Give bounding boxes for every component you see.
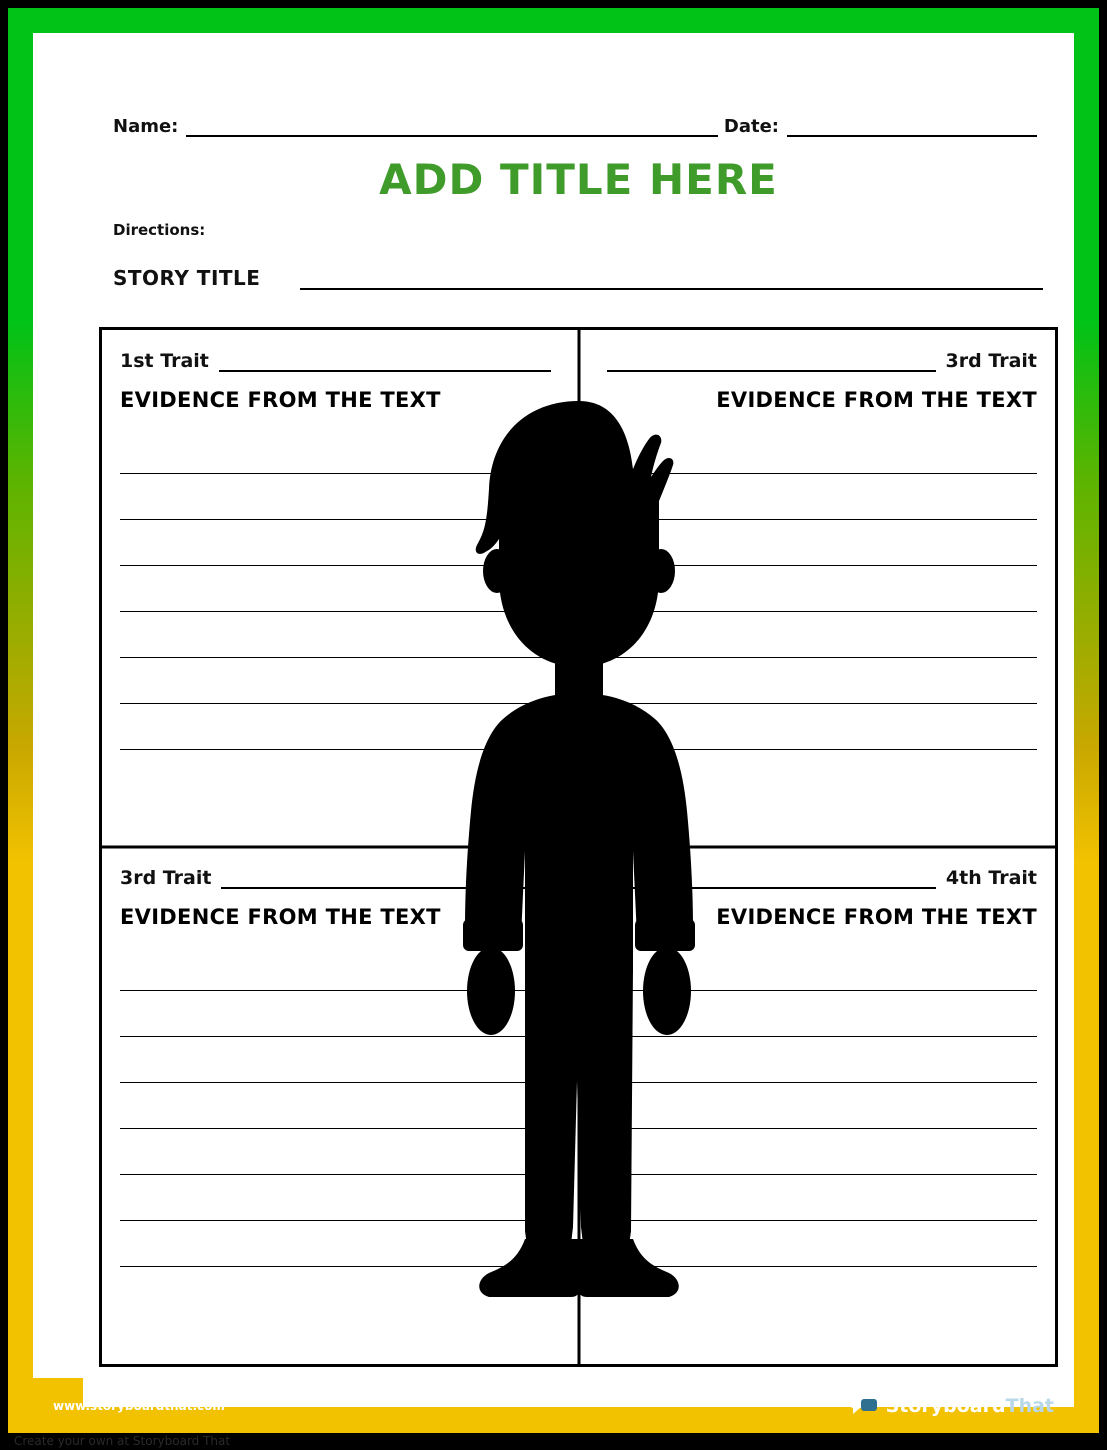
writing-lines[interactable] (120, 945, 561, 1267)
bottom-caption: Create your own at Storyboard That (14, 1434, 231, 1448)
trait-label: 1st Trait (120, 350, 209, 372)
brand-name-first: Storyboard (885, 1394, 1006, 1417)
name-input-line[interactable] (186, 115, 718, 137)
writing-line[interactable] (597, 566, 1038, 612)
footer (33, 1378, 1074, 1433)
writing-lines[interactable] (120, 428, 561, 750)
trait-input-line[interactable] (607, 873, 936, 889)
quadrant-top-left (102, 330, 579, 847)
footer-url[interactable]: www.storyboardthat.com (53, 1398, 225, 1413)
writing-line[interactable] (597, 428, 1038, 474)
date-input-line[interactable] (787, 115, 1037, 137)
page-title[interactable]: ADD TITLE HERE (379, 155, 778, 204)
writing-line[interactable] (120, 945, 561, 991)
writing-lines[interactable] (597, 945, 1038, 1267)
evidence-heading: EVIDENCE FROM THE TEXT (716, 388, 1037, 412)
writing-line[interactable] (120, 1129, 561, 1175)
writing-lines[interactable] (597, 428, 1038, 750)
writing-line[interactable] (597, 474, 1038, 520)
brand-logo (850, 1393, 1054, 1419)
worksheet-sheet (83, 81, 1074, 1407)
evidence-heading: EVIDENCE FROM THE TEXT (716, 905, 1037, 929)
trait-grid (99, 327, 1058, 1367)
quadrant-bottom-right (579, 847, 1056, 1364)
writing-line[interactable] (597, 991, 1038, 1037)
story-title-input-line[interactable] (300, 272, 1043, 290)
story-title-label: STORY TITLE (113, 266, 261, 290)
writing-line[interactable] (597, 1083, 1038, 1129)
trait-label: 3rd Trait (945, 350, 1037, 372)
trait-label: 4th Trait (945, 867, 1037, 889)
trait-row (597, 861, 1038, 889)
writing-line[interactable] (120, 1175, 561, 1221)
trait-row (120, 861, 561, 889)
directions-label: Directions: (113, 221, 206, 239)
story-title-row (113, 266, 1043, 290)
writing-line[interactable] (597, 1175, 1038, 1221)
writing-line[interactable] (120, 428, 561, 474)
writing-line[interactable] (120, 658, 561, 704)
evidence-heading: EVIDENCE FROM THE TEXT (120, 388, 441, 412)
name-label: Name: (113, 116, 179, 137)
trait-input-line[interactable] (221, 873, 550, 889)
trait-row (597, 344, 1038, 372)
writing-line[interactable] (120, 520, 561, 566)
writing-line[interactable] (120, 612, 561, 658)
writing-line[interactable] (597, 1037, 1038, 1083)
writing-line[interactable] (120, 566, 561, 612)
trait-input-line[interactable] (219, 356, 551, 372)
writing-line[interactable] (120, 704, 561, 750)
speech-bubble-icon (850, 1393, 878, 1419)
writing-line[interactable] (597, 704, 1038, 750)
brand-name-second: That (1005, 1394, 1054, 1417)
evidence-heading: EVIDENCE FROM THE TEXT (120, 905, 441, 929)
name-date-row (113, 107, 1043, 137)
inner-white-area (33, 33, 1074, 1378)
writing-line[interactable] (120, 474, 561, 520)
date-label: Date: (723, 116, 779, 137)
writing-line[interactable] (597, 1129, 1038, 1175)
writing-line[interactable] (597, 1221, 1038, 1267)
trait-label: 3rd Trait (120, 867, 212, 889)
trait-row (120, 344, 561, 372)
writing-line[interactable] (120, 1221, 561, 1267)
writing-line[interactable] (597, 612, 1038, 658)
trait-input-line[interactable] (607, 356, 936, 372)
writing-line[interactable] (597, 520, 1038, 566)
writing-line[interactable] (120, 991, 561, 1037)
writing-line[interactable] (597, 658, 1038, 704)
decorative-border (8, 8, 1099, 1433)
quadrant-top-right (579, 330, 1056, 847)
quadrant-bottom-left (102, 847, 579, 1364)
writing-line[interactable] (597, 945, 1038, 991)
writing-line[interactable] (120, 1083, 561, 1129)
writing-line[interactable] (120, 1037, 561, 1083)
brand-name (886, 1395, 1054, 1417)
